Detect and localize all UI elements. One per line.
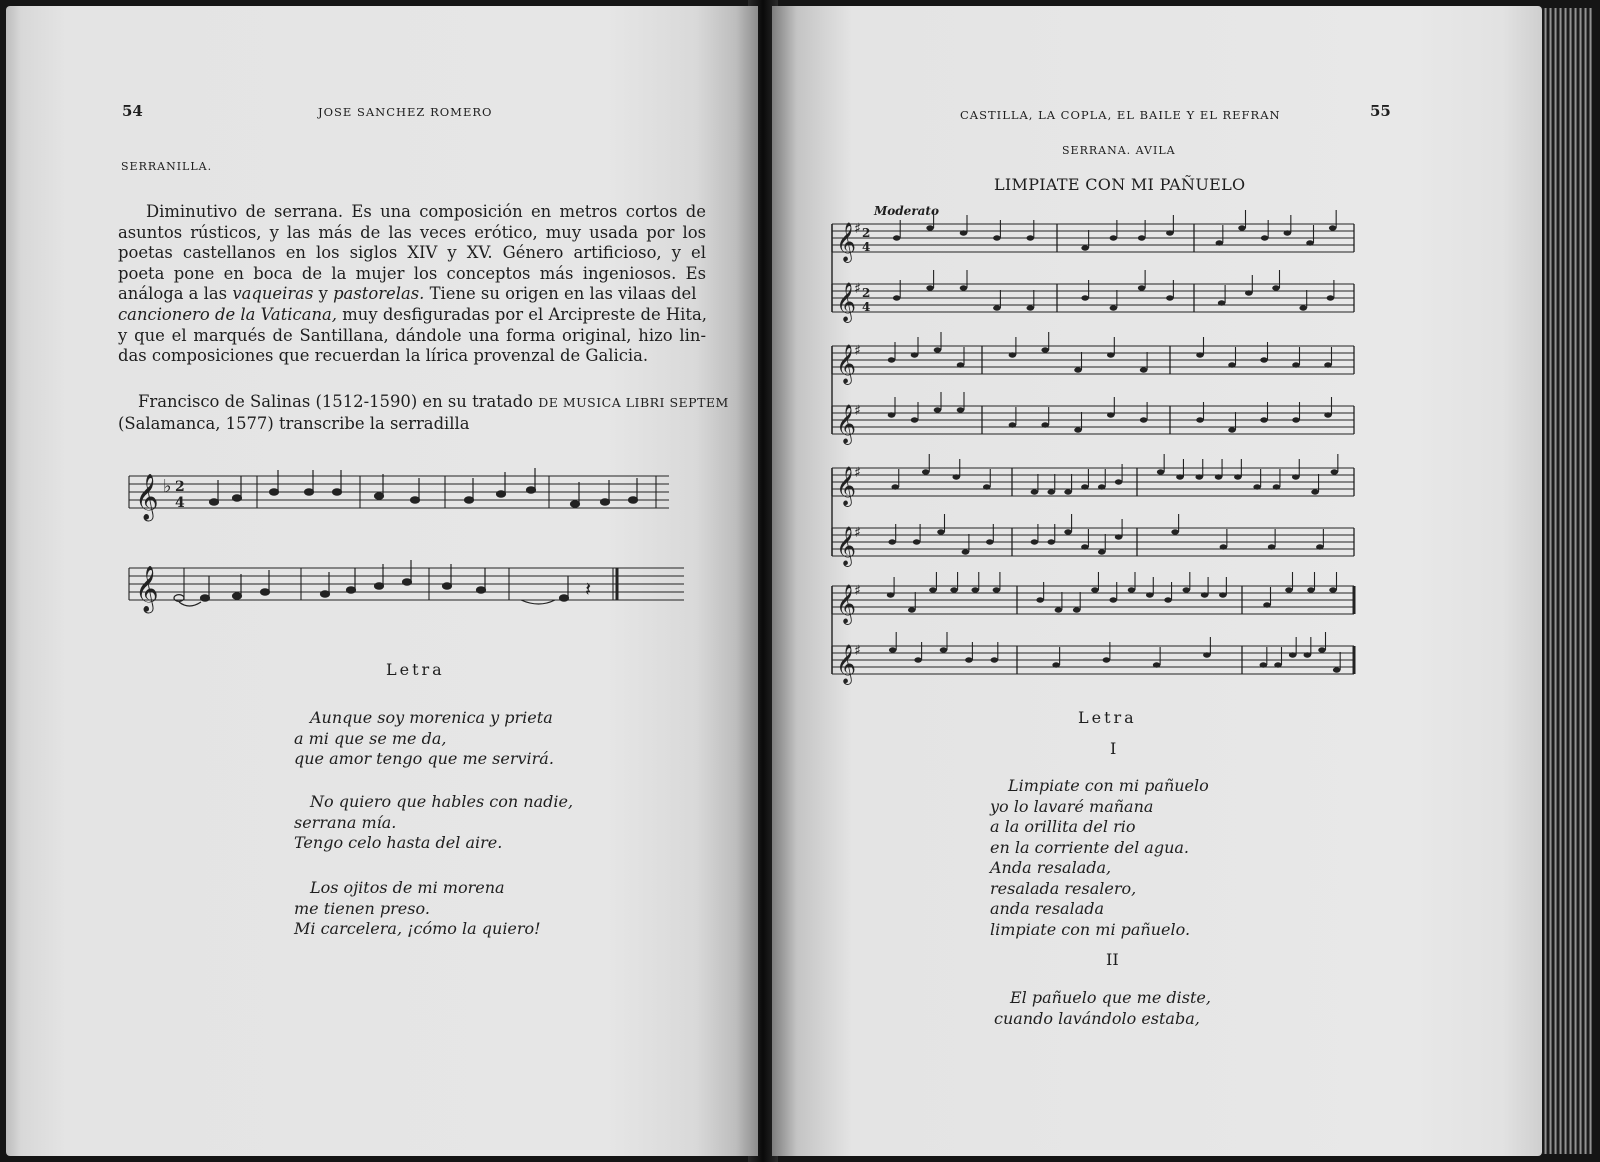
note-head <box>911 417 919 422</box>
note-head <box>913 539 921 544</box>
verse-line: limpiate con mi pañuelo. <box>990 919 1191 939</box>
verse-line: Los ojitos de mi morena <box>310 878 505 897</box>
note-head <box>1081 295 1089 300</box>
stanza-1 <box>990 776 1209 940</box>
para-text: y <box>318 284 328 304</box>
note-head <box>937 529 945 534</box>
note-head <box>1091 587 1099 592</box>
note-head <box>1201 592 1209 597</box>
section-heading: SERRANILLA. <box>121 160 213 173</box>
key-signature: ♯ <box>854 583 861 599</box>
time-signature-top: 2 <box>862 286 871 300</box>
para-line-mixed <box>118 284 706 305</box>
tempo-marking: Moderato <box>874 204 939 218</box>
note-head <box>1196 417 1204 422</box>
note-head <box>1153 662 1161 667</box>
verse-3 <box>294 878 541 940</box>
note-head <box>934 407 942 412</box>
verse-line: a la orillita del rio <box>990 817 1136 836</box>
note-head <box>908 607 916 612</box>
note-head <box>1292 417 1300 422</box>
verse-line: anda resalada <box>990 899 1105 918</box>
note-head <box>922 469 930 474</box>
para-italic: vaqueiras <box>232 284 314 304</box>
key-signature: ♯ <box>854 281 861 297</box>
note-head <box>1098 484 1106 489</box>
note-head <box>1115 534 1123 539</box>
verse-line: Aunque soy morenica y prieta <box>310 708 553 727</box>
para-line: y que el marqués de Santillana, dándole una forma original, hizo lin- <box>118 325 706 345</box>
note-head <box>1047 489 1055 494</box>
score-systems <box>832 216 1392 696</box>
note-head <box>911 352 919 357</box>
note-head <box>1216 240 1224 245</box>
note-head <box>1103 657 1111 662</box>
verse-line: a mi que se me da, <box>294 728 447 748</box>
key-signature: ♯ <box>854 465 861 481</box>
note-head <box>1215 474 1223 479</box>
note-head <box>1324 412 1332 417</box>
note-head <box>1031 539 1039 544</box>
note-head <box>1245 290 1253 295</box>
verse-line: cuando lavándolo estaba, <box>994 1008 1200 1028</box>
score-svg <box>832 216 1392 696</box>
music-staff-1 <box>129 464 679 524</box>
left-page <box>6 6 758 1156</box>
note-head <box>1166 230 1174 235</box>
note-head <box>1268 544 1276 549</box>
note-head <box>1203 652 1211 657</box>
note-head <box>1064 489 1072 494</box>
note-head <box>887 592 895 597</box>
note-head <box>1074 367 1082 372</box>
verse-line: Tengo celo hasta del aire. <box>294 833 503 852</box>
note-head <box>1316 544 1324 549</box>
running-head-left: JOSE SANCHEZ ROMERO <box>318 105 493 119</box>
note-head <box>993 305 1001 310</box>
note-head <box>1047 539 1055 544</box>
note-head <box>1292 362 1300 367</box>
treble-clef-icon: 𝄞 <box>836 466 857 506</box>
paragraph-serranilla <box>118 202 706 367</box>
note-head <box>965 657 973 662</box>
verse-line: El pañuelo que me diste, <box>1010 988 1211 1007</box>
stanza-2 <box>994 988 1211 1029</box>
note-head <box>1041 347 1049 352</box>
time-signature-bottom: 4 <box>862 300 871 314</box>
note-head <box>926 285 934 290</box>
note-head <box>1128 587 1136 592</box>
note-head <box>940 647 948 652</box>
verse-1 <box>294 708 554 770</box>
time-signature-bottom: 4 <box>862 240 871 254</box>
note-head <box>1311 489 1319 494</box>
note-head <box>1115 479 1123 484</box>
note-head <box>983 484 991 489</box>
note-head <box>960 230 968 235</box>
music-staff-2-svg <box>129 556 689 616</box>
note-head <box>1196 352 1204 357</box>
treble-clef-icon: 𝄞 <box>836 404 857 444</box>
para-line: poeta pone en boca de la mujer los conceptos más ingeniosos. Es <box>118 263 706 283</box>
verse-line: yo lo lavaré mañana <box>990 796 1154 816</box>
key-signature: ♯ <box>854 221 861 237</box>
verse-line: Anda resalada, <box>990 858 1112 877</box>
note-head <box>1329 225 1337 230</box>
treble-clef-icon: 𝄞 <box>836 526 857 566</box>
svg-text:2: 2 <box>175 479 185 495</box>
treatise-title: DE MUSICA LIBRI SEPTEM <box>538 395 729 410</box>
svg-text:4: 4 <box>175 495 185 511</box>
note-head <box>1292 474 1300 479</box>
verse-line: resalada resalero, <box>990 878 1137 898</box>
verse-line: serrana mía. <box>294 812 397 832</box>
note-head <box>950 587 958 592</box>
note-head <box>891 484 899 489</box>
note-head <box>1304 652 1312 657</box>
note-head <box>1331 469 1339 474</box>
note-head <box>957 407 965 412</box>
note-head <box>1074 427 1082 432</box>
note-head <box>1260 662 1268 667</box>
right-page <box>772 6 1542 1156</box>
note-head <box>1263 602 1271 607</box>
note-head <box>1307 587 1315 592</box>
music-staff-2 <box>129 556 689 616</box>
note-head <box>960 285 968 290</box>
note-head <box>1324 362 1332 367</box>
key-signature: ♯ <box>854 643 861 659</box>
verse-line: Mi carcelera, ¡cómo la quiero! <box>294 919 541 938</box>
para-line-mixed <box>118 392 729 414</box>
note-head <box>1183 587 1191 592</box>
stanza-number-1: I <box>1110 739 1117 758</box>
note-head <box>926 225 934 230</box>
note-head <box>991 657 999 662</box>
note-head <box>1327 295 1335 300</box>
note-head <box>952 474 960 479</box>
note-head <box>1253 484 1261 489</box>
verse-line: No quiero que hables con nadie, <box>310 792 574 811</box>
note-head <box>1081 544 1089 549</box>
note-head <box>1107 352 1115 357</box>
para-line: asuntos rústicos, y las más de las veces erótico, muy usada por los <box>118 222 706 242</box>
note-head <box>993 587 1001 592</box>
note-head <box>1318 647 1326 652</box>
note-head <box>971 587 979 592</box>
para-text: muy desfiguradas por el Arcipreste de Hita, <box>342 304 707 324</box>
note-head <box>1138 235 1146 240</box>
note-head <box>888 357 896 362</box>
treble-clef-icon: 𝄞 <box>836 222 857 262</box>
note-head <box>1220 544 1228 549</box>
key-signature: ♯ <box>854 343 861 359</box>
treble-clef-icon: 𝄞 <box>836 282 857 322</box>
time-signature-top: 2 <box>862 226 871 240</box>
note-head <box>1234 474 1242 479</box>
note-head <box>1138 285 1146 290</box>
letra-heading-left: Letra <box>386 660 445 679</box>
note-head <box>1260 357 1268 362</box>
note-head <box>1218 300 1226 305</box>
note-head <box>1238 225 1246 230</box>
note-head <box>1333 667 1341 672</box>
stanza-number-2: II <box>1106 950 1119 969</box>
note-head <box>1285 587 1293 592</box>
note-head <box>893 295 901 300</box>
page-number-right: 55 <box>1370 102 1391 120</box>
verse-line: Limpiate con mi pañuelo <box>1008 776 1209 795</box>
note-head <box>888 412 896 417</box>
para-italic: pastorelas. <box>333 284 425 304</box>
note-head <box>1140 367 1148 372</box>
note-head <box>1110 305 1118 310</box>
page-number-left: 54 <box>122 102 143 120</box>
note-head <box>1107 412 1115 417</box>
note-head <box>1140 417 1148 422</box>
running-head-right: CASTILLA, LA COPLA, EL BAILE Y EL REFRAN <box>960 108 1281 122</box>
note-head <box>889 647 897 652</box>
note-head <box>986 539 994 544</box>
note-head <box>1081 245 1089 250</box>
note-head <box>1284 230 1292 235</box>
note-head <box>1164 597 1172 602</box>
note-head <box>1274 662 1282 667</box>
note-head <box>1176 474 1184 479</box>
para-text: (Salamanca, 1577) transcribe la serradilla <box>118 413 470 433</box>
note-head <box>1329 587 1337 592</box>
note-head <box>1055 607 1063 612</box>
para-line: das composiciones que recuerdan la lírica provenzal de Galicia. <box>118 346 649 366</box>
note-head <box>1064 529 1072 534</box>
para-text: análoga a las <box>118 284 228 304</box>
note-head <box>1041 422 1049 427</box>
para-line-mixed <box>118 305 706 326</box>
note-head <box>1219 592 1227 597</box>
key-signature: ♯ <box>854 403 861 419</box>
svg-text:𝄽: 𝄽 <box>585 577 592 601</box>
page-edges <box>1542 8 1592 1154</box>
note-head <box>929 587 937 592</box>
note-head <box>1098 549 1106 554</box>
note-head <box>962 549 970 554</box>
note-head <box>1273 484 1281 489</box>
note-head <box>914 657 922 662</box>
treble-clef-icon: 𝄞 <box>836 344 857 384</box>
para-text: Tiene su origen en las vilaas del <box>429 284 697 304</box>
note-head <box>1289 652 1297 657</box>
letra-heading-right: Letra <box>1078 708 1137 727</box>
note-head <box>1228 362 1236 367</box>
note-head <box>893 235 901 240</box>
verse-line: me tienen preso. <box>294 898 430 918</box>
note-head <box>1228 427 1236 432</box>
para-line: Diminutivo de serrana. Es una composición en metros cortos de <box>146 202 706 221</box>
subheading-serrana: SERRANA. AVILA <box>1062 144 1176 157</box>
treble-clef-icon: 𝄞 <box>836 644 857 684</box>
paragraph-salinas <box>118 392 729 434</box>
note-head <box>1027 305 1035 310</box>
note-head <box>1261 235 1269 240</box>
note-head <box>1027 235 1035 240</box>
svg-text:𝄞: 𝄞 <box>135 474 159 520</box>
note-head <box>1009 352 1017 357</box>
note-head <box>993 235 1001 240</box>
note-head <box>1081 484 1089 489</box>
note-head <box>957 362 965 367</box>
note-head <box>1171 529 1179 534</box>
note-head <box>1110 235 1118 240</box>
para-line: poetas castellanos en los siglos XIV y XV. Género artificioso, y el <box>118 243 706 263</box>
note-head <box>1272 285 1280 290</box>
note-head <box>888 539 896 544</box>
note-head <box>1260 417 1268 422</box>
note-head <box>1109 597 1117 602</box>
note-head <box>934 347 942 352</box>
para-text: Francisco de Salinas (1512-1590) en su tratado <box>138 392 533 411</box>
note-head <box>1195 474 1203 479</box>
song-title: LIMPIATE CON MI PAÑUELO <box>994 175 1246 194</box>
svg-text:𝄞: 𝄞 <box>135 566 159 612</box>
note-head <box>1031 489 1039 494</box>
para-italic: cancionero de la Vaticana, <box>118 304 338 324</box>
verse-line: que amor tengo que me servirá. <box>294 749 554 768</box>
note-head <box>1157 469 1165 474</box>
verse-2 <box>294 792 573 854</box>
note-head <box>1009 422 1017 427</box>
key-signature: ♯ <box>854 525 861 541</box>
note-head <box>1166 295 1174 300</box>
note-head <box>1299 305 1307 310</box>
music-staff-1-svg <box>129 464 679 524</box>
note-head <box>1146 592 1154 597</box>
note-head <box>1052 662 1060 667</box>
note-head <box>1073 607 1081 612</box>
note-head <box>1036 597 1044 602</box>
verse-line: en la corriente del agua. <box>990 837 1189 857</box>
treble-clef-icon: 𝄞 <box>836 584 857 624</box>
note-head <box>1306 240 1314 245</box>
svg-text:♭: ♭ <box>163 476 172 497</box>
